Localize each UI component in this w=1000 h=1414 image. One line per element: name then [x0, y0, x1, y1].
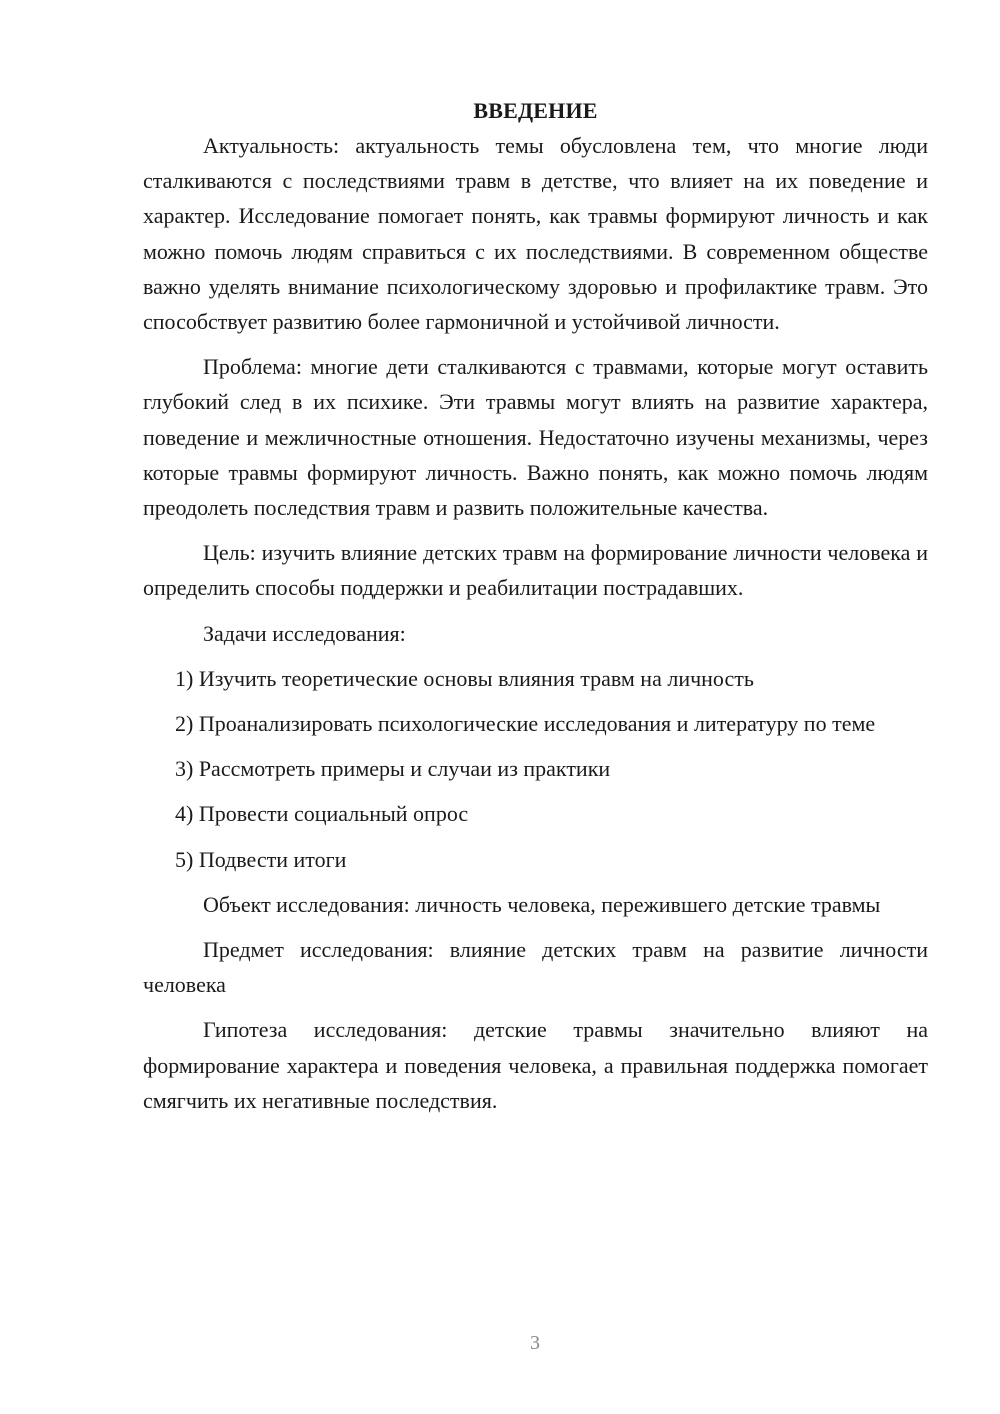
task-item-1: 1) Изучить теоретические основы влияния травм на личность [175, 665, 754, 691]
task-item-2: 2) Проанализировать психологические исследования и литературу по теме [175, 711, 876, 737]
hypothesis-paragraph: Гипотеза исследования: детские травмы значительно влияют на формирование характера и поведения человека, а правильная поддержка помогает смягчить их негативные последствия. [143, 1017, 928, 1113]
subject-paragraph: Предмет исследования: влияние детских травм на развитие личности человека [143, 937, 928, 998]
document-page [143, 93, 928, 1128]
tasks-heading: Задачи исследования: [203, 620, 406, 646]
goal-paragraph: Цель: изучить влияние детских травм на формирование личности человека и определить способы поддержки и реабилитации пострадавших. [143, 540, 928, 601]
object-paragraph: Объект исследования: личность человека, пережившего детские травмы [203, 891, 881, 917]
task-item-4: 4) Провести социальный опрос [175, 801, 469, 827]
problem-paragraph: Проблема: многие дети сталкиваются с травмами, которые могут оставить глубокий след в их психике. Эти травмы могут влиять на развитие характера, поведение и межличностные отношения. Недостаточно изучены механизмы, через которые травмы формируют личность. Важно понять, как можно помочь людям преодолеть последствия травм и развить положительные качества. [143, 354, 928, 521]
page-number: 3 [530, 1332, 540, 1354]
task-item-5: 5) Подвести итоги [175, 846, 347, 872]
relevance-paragraph: Актуальность: актуальность темы обусловлена тем, что многие люди сталкиваются с последствиями травм в детстве, что влияет на их поведение и характер. Исследование помогает понять, как травмы формируют личность и как можно помочь людям справиться с их последствиями. В современном обществе важно уделять внимание психологическому здоровью и профилактике травм. Это способствует развитию более гармоничной и устойчивой личности. [143, 133, 928, 335]
page-title: ВВЕДЕНИЕ [473, 98, 598, 123]
task-item-3: 3) Рассмотреть примеры и случаи из практики [175, 756, 611, 782]
